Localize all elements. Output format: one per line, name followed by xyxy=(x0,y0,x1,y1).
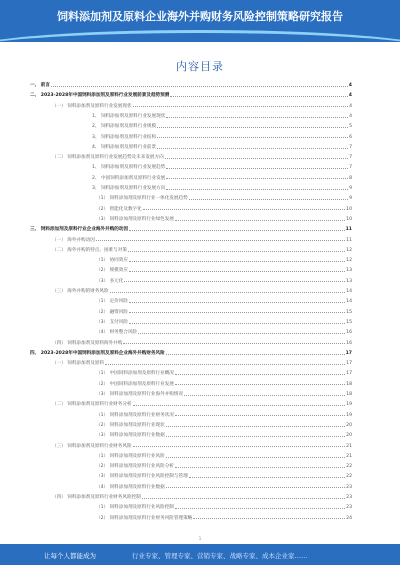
toc-entry-page: 20 xyxy=(346,422,352,428)
toc-entry[interactable] xyxy=(96,455,352,460)
toc-entry[interactable] xyxy=(52,362,352,367)
toc-entry-page: 16 xyxy=(346,330,352,336)
toc-dot-leader xyxy=(189,199,348,200)
toc-entry-page: 10 xyxy=(346,216,352,222)
toc-entry[interactable] xyxy=(52,239,352,244)
toc-dot-leader xyxy=(133,106,349,107)
toc-entry[interactable] xyxy=(92,166,352,171)
toc-entry-page: 13 xyxy=(346,268,352,274)
toc-entry[interactable] xyxy=(30,228,352,233)
toc-dot-leader xyxy=(124,281,345,282)
toc-entry-page: 4 xyxy=(348,83,352,88)
toc-entry-label: （2） 饲料添加剂及原料行业财务风险管理策略 xyxy=(96,515,193,521)
toc-entry-label: （二） 饲料添加剂及原料行业发展趋势及未来发展方向 xyxy=(52,155,164,161)
toc-entry[interactable] xyxy=(96,321,352,326)
toc-entry-label: （3） 饲料添加剂及原料行业绿色发展 xyxy=(96,216,174,222)
toc-entry-label: 1、 饲料添加剂及原料行业发展趋势 xyxy=(92,165,166,171)
toc-entry-page: 20 xyxy=(346,433,352,439)
toc-entry-label: （4） 饲料添加剂及原料行业数据 xyxy=(96,484,165,490)
toc-entry-label: （4） 财务整合风险 xyxy=(96,330,138,336)
toc-entry-label: （2） 饲料添加剂及原料行业现状 xyxy=(96,422,165,428)
toc-entry[interactable] xyxy=(92,136,352,141)
toc-entry-page: 9 xyxy=(349,186,352,191)
toc-dot-leader xyxy=(110,292,346,293)
footer-banner xyxy=(0,544,400,565)
toc-entry[interactable] xyxy=(52,105,352,110)
toc-entry-page: 17 xyxy=(345,350,352,356)
toc-entry-page: 19 xyxy=(346,412,352,418)
toc-entry[interactable] xyxy=(96,269,352,274)
toc-entry-page: 22 xyxy=(346,474,352,480)
toc-entry-page: 21 xyxy=(346,453,352,459)
toc-entry-page: 9 xyxy=(349,196,352,202)
toc-entry[interactable] xyxy=(96,424,352,429)
toc-entry[interactable] xyxy=(96,372,352,377)
toc-dot-leader xyxy=(96,240,345,241)
toc-dot-leader xyxy=(189,477,345,478)
toc-dot-leader xyxy=(193,518,345,519)
toc-entry-page: 12 xyxy=(346,247,352,253)
toc-dot-leader xyxy=(157,137,348,138)
toc-entry-page: 14 xyxy=(346,299,352,305)
footer-tagline: 行业专家、管理专家、营销专家、战略专家、成本企业家…… xyxy=(132,552,308,560)
toc-dot-leader xyxy=(157,148,348,149)
toc-entry-label: （1） 饲料添加剂及原料行业财务状况 xyxy=(96,412,174,418)
toc-dot-leader xyxy=(128,251,345,252)
toc-entry[interactable] xyxy=(96,331,352,336)
toc-entry[interactable] xyxy=(96,393,352,398)
toc-entry[interactable] xyxy=(96,434,352,439)
toc-entry-page: 17 xyxy=(346,361,352,367)
toc-dot-leader xyxy=(166,426,345,427)
toc-entry-label: （一） 饲料添加剂及原料行业发展现状 xyxy=(52,103,132,109)
toc-entry-page: 15 xyxy=(346,319,352,325)
toc-entry-page: 4 xyxy=(348,93,352,99)
toc-dot-leader xyxy=(175,384,345,385)
toc-dot-leader xyxy=(143,209,345,210)
toc-entry-label: （3） 多元化 xyxy=(96,278,124,284)
toc-entry-page: 10 xyxy=(346,206,352,212)
toc-dot-leader xyxy=(129,312,345,313)
toc-entry-page: 6 xyxy=(349,134,352,140)
toc-dot-leader xyxy=(175,508,345,509)
toc-dot-leader xyxy=(133,446,346,447)
toc-entry-label: （2） 智能化及数字化 xyxy=(96,206,142,212)
toc-dot-leader xyxy=(166,117,348,118)
toc-entry[interactable] xyxy=(96,517,352,522)
toc-entry-label: （三） 饲料添加剂及原料行业财务风险 xyxy=(52,443,132,449)
toc-entry-page: 18 xyxy=(346,392,352,397)
toc-dot-leader xyxy=(166,178,348,179)
toc-entry[interactable] xyxy=(96,414,352,419)
toc-entry[interactable] xyxy=(52,403,352,408)
toc-entry-page: 21 xyxy=(346,443,352,449)
toc-entry[interactable] xyxy=(92,146,352,151)
toc-dot-leader xyxy=(165,158,348,159)
toc-entry[interactable] xyxy=(96,197,352,202)
toc-dot-leader xyxy=(105,364,345,365)
toc-entry-label: 二、 2023-2028年中国饲料添加剂及原料行业发展前景及趋势预测 xyxy=(30,93,170,99)
toc-entry-label: 3、 饲料添加剂及原料行业发展方向 xyxy=(92,186,166,191)
toc-dot-leader xyxy=(51,86,348,87)
toc-dot-leader xyxy=(184,395,345,396)
toc-entry-label: （1） 饲料添加剂及原料行业一体化发展趋势 xyxy=(96,196,188,202)
toc-entry-label: （2） 融资风险 xyxy=(96,309,128,315)
toc-entry-label: （二） 饲料添加剂及原料行业财务分析 xyxy=(52,402,132,408)
toc-entry[interactable] xyxy=(92,115,352,120)
toc-entry-label: （二） 海外并购的特点、困难与对策 xyxy=(52,247,127,253)
toc-dot-leader xyxy=(123,343,345,344)
toc-entry-label: （1） 定价风险 xyxy=(96,299,128,305)
header-swoosh-decoration xyxy=(0,30,400,42)
toc-entry-page: 22 xyxy=(346,464,352,470)
toc-entry[interactable] xyxy=(30,352,352,357)
toc-entry-label: （2） 饲料添加剂及原料行业风险分析 xyxy=(96,464,174,470)
toc-entry-page: 5 xyxy=(349,124,352,130)
toc-entry-page: 4 xyxy=(349,113,352,119)
toc-entry-label: （一） 饲料添加剂及原料 xyxy=(52,361,104,367)
toc-entry-page: 11 xyxy=(345,227,352,233)
toc-entry-label: （3） 饲料添加剂及原料行业数据 xyxy=(96,433,165,439)
toc-entry-label: （2） 规模效应 xyxy=(96,268,128,274)
toc-dot-leader xyxy=(166,168,348,169)
toc-entry-page: 13 xyxy=(346,278,352,284)
toc-entry-label: 2、 饲料添加剂及原料行业规模 xyxy=(92,124,157,130)
toc-entry-label: 四、 2023-2028年中国饲料添加剂及原料企业海外并购财务风险 xyxy=(30,350,165,356)
toc-entry-label: （三） 海外并购的财务风险 xyxy=(52,289,109,294)
toc-entry[interactable] xyxy=(92,187,352,192)
toc-entry[interactable] xyxy=(96,486,352,491)
toc-entry-label: （1） 饲料添加剂及原料行业风险控制 xyxy=(96,505,174,511)
toc-entry[interactable] xyxy=(96,259,352,264)
toc-entry-label: （一） 海外并购动因 xyxy=(52,237,95,243)
toc-dot-leader xyxy=(142,498,345,499)
header-banner xyxy=(0,0,400,42)
toc-dot-leader xyxy=(175,220,345,221)
toc-dot-leader xyxy=(166,487,345,488)
report-title: 饲料添加剂及原料企业海外并购财务风险控制策略研究报告 xyxy=(57,10,343,23)
toc-entry[interactable] xyxy=(92,177,352,182)
toc-entry[interactable] xyxy=(52,342,352,347)
toc-entry-label: （3） 饲料添加剂及原料行业海外并购情况 xyxy=(96,392,184,397)
toc-dot-leader xyxy=(175,467,345,468)
toc-dot-leader xyxy=(129,323,345,324)
toc-entry-page: 7 xyxy=(349,144,352,150)
toc-entry-label: 4、 饲料添加剂及原料行业前景 xyxy=(92,144,157,150)
toc-entry-label: 1、 饲料添加剂及原料行业发展现状 xyxy=(92,113,166,119)
toc-entry[interactable] xyxy=(52,249,352,254)
toc-entry-page: 16 xyxy=(346,340,352,346)
toc-entry-page: 23 xyxy=(346,505,352,511)
toc-entry-page: 4 xyxy=(349,103,352,109)
toc-dot-leader xyxy=(166,189,348,190)
toc-dot-leader xyxy=(157,127,348,128)
toc-entry-label: 一、 前言 xyxy=(30,83,50,88)
toc-dot-leader xyxy=(175,374,345,375)
toc-entry[interactable] xyxy=(30,84,352,89)
toc-entry-page: 14 xyxy=(346,289,352,294)
toc-entry[interactable] xyxy=(96,218,352,223)
toc-entry-page: 24 xyxy=(346,515,352,521)
toc-entry-page: 7 xyxy=(349,155,352,161)
page-number: 1 xyxy=(198,536,202,541)
toc-dot-leader xyxy=(175,415,345,416)
toc-entry-page: 8 xyxy=(349,175,352,181)
toc-entry[interactable] xyxy=(92,125,352,130)
toc-entry-page: 11 xyxy=(346,237,352,243)
toc-entry-label: （四） 饲料添加剂及原料海外并购 xyxy=(52,340,123,346)
toc-dot-leader xyxy=(166,436,345,437)
toc-entry[interactable] xyxy=(96,300,352,305)
toc-entry[interactable] xyxy=(30,94,352,99)
footer-slogan: 让每个人都能成为 xyxy=(44,552,96,560)
toc-dot-leader xyxy=(129,261,345,262)
toc-entry-label: （1） 饲料添加剂及原料行业风险 xyxy=(96,453,165,459)
toc-entry[interactable] xyxy=(52,290,352,295)
toc-entry-label: （3） 支付风险 xyxy=(96,319,128,325)
toc-dot-leader xyxy=(129,271,345,272)
toc-entry-label: 2、 中国饲料添加剂及原料行业发展 xyxy=(92,175,166,181)
toc-dot-leader xyxy=(170,96,347,97)
toc-entry[interactable] xyxy=(52,156,352,161)
toc-entry-label: （2） 中国饲料添加剂及原料行业发展 xyxy=(96,381,174,387)
toc-entry-label: （四） 饲料添加剂及原料行业财务风险控制 xyxy=(52,495,141,500)
toc-entry[interactable] xyxy=(52,445,352,450)
toc-entry-page: 12 xyxy=(346,258,352,264)
toc-dot-leader xyxy=(138,333,345,334)
toc-entry[interactable] xyxy=(96,383,352,388)
toc-entry[interactable] xyxy=(96,208,352,213)
toc-entry-label: 3、 饲料添加剂及原料行业结构 xyxy=(92,134,157,140)
toc-entry-page: 19 xyxy=(346,402,352,408)
toc-entry-page: 23 xyxy=(346,484,352,490)
toc-dot-leader xyxy=(129,230,345,231)
toc-dot-leader xyxy=(166,457,345,458)
toc-entry-page: 18 xyxy=(346,381,352,387)
toc-entry-page: 15 xyxy=(346,309,352,315)
toc-entry[interactable] xyxy=(96,475,352,480)
toc-dot-leader xyxy=(166,354,345,355)
toc-entry[interactable] xyxy=(96,280,352,285)
toc-entry-page: 17 xyxy=(346,371,352,377)
toc-entry[interactable] xyxy=(96,465,352,470)
toc-entry-label: 三、 饲料添加剂及原料行业企业海外并购的动因 xyxy=(30,227,129,233)
toc-entry-page: 7 xyxy=(349,165,352,171)
toc-dot-leader xyxy=(129,302,345,303)
toc-entry-label: （1） 协同效应 xyxy=(96,258,128,264)
toc-dot-leader xyxy=(133,405,346,406)
toc-entry[interactable] xyxy=(52,496,352,501)
toc-entry-label: （1） 中国饲料添加剂及原料行业概况 xyxy=(96,371,174,377)
toc-entry-page: 23 xyxy=(346,495,352,500)
toc-entry[interactable] xyxy=(96,506,352,511)
toc-entry-label: （3） 饲料添加剂及原料行业风险控制与管理 xyxy=(96,474,188,480)
toc-heading: 内容目录 xyxy=(176,60,224,73)
toc-entry[interactable] xyxy=(96,311,352,316)
